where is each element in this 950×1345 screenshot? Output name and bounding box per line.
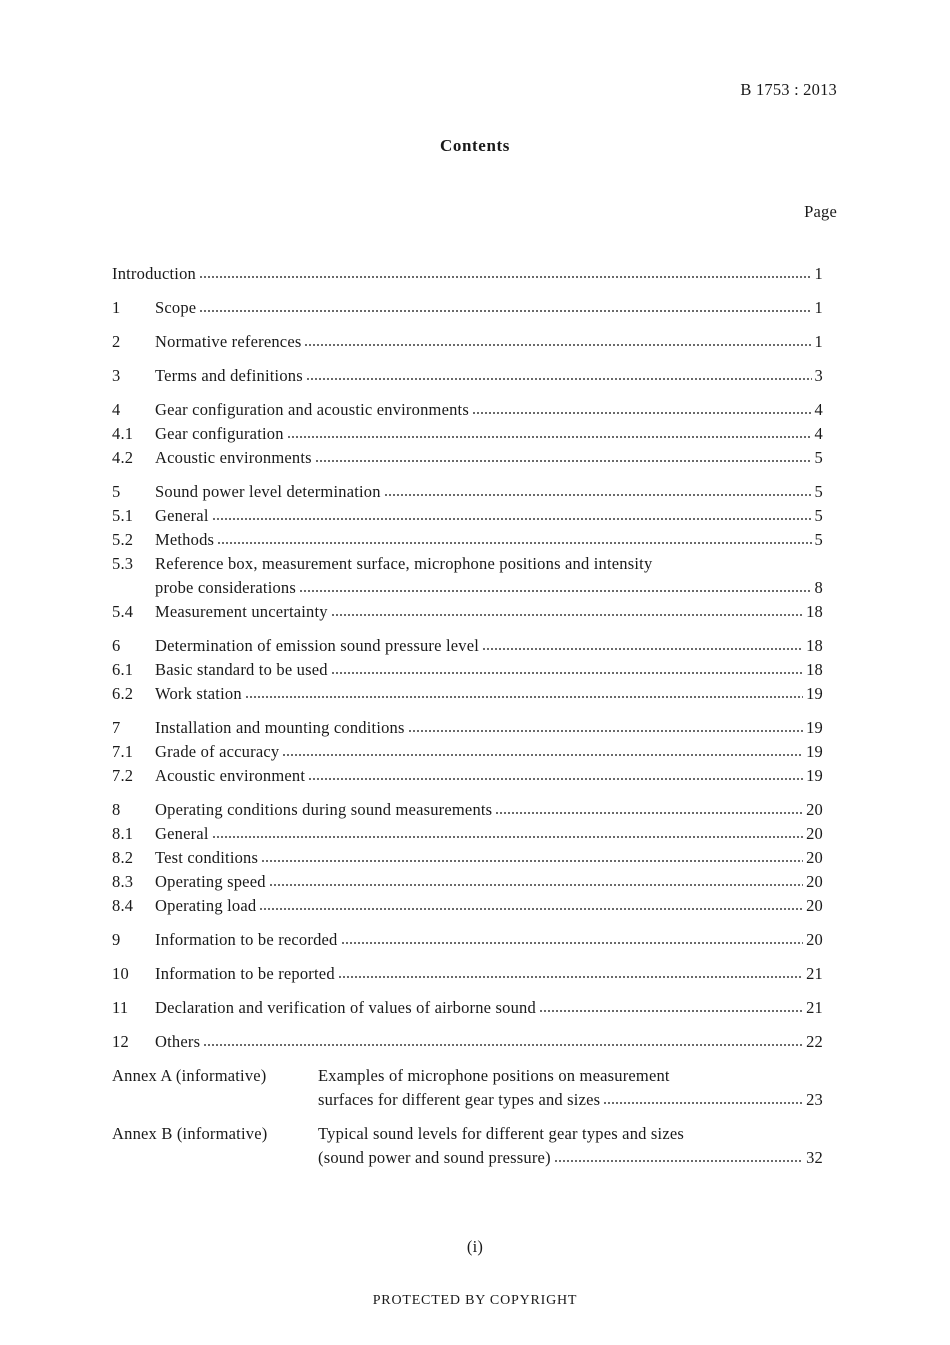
toc-number: 8.1 [112,824,134,843]
dot-leader [408,721,803,733]
toc-title: Gear configuration [155,424,284,443]
toc-page: 20 [806,896,823,915]
toc-page: 20 [806,872,823,891]
toc-entry-continuation[interactable] [112,576,823,600]
toc-entry[interactable] [112,894,823,918]
annex-entry[interactable] [112,1122,823,1146]
toc-title: Installation and mounting conditions [155,718,405,737]
toc-number: 4.1 [112,424,134,443]
toc-number: 6.1 [112,660,134,679]
toc-page: 20 [806,824,823,843]
dot-leader [245,687,803,699]
toc-title: Operating load [155,896,257,915]
toc-number: 7 [112,718,121,737]
dot-leader [384,485,812,497]
annex-entry-continuation[interactable] [112,1088,823,1112]
toc-number: 7.2 [112,766,134,785]
toc-title: probe considerations [155,578,297,597]
toc-entry[interactable] [112,798,823,822]
dot-leader [199,267,812,279]
dot-leader [315,451,812,463]
toc-title: Operating speed [155,872,266,891]
toc-title: Acoustic environments [155,448,312,467]
toc-entry[interactable] [112,716,823,740]
toc-title: Test conditions [155,848,259,867]
dot-leader [212,509,812,521]
dot-leader [287,427,812,439]
toc-entry[interactable] [112,928,823,952]
annex-entry[interactable] [112,1064,823,1088]
toc-number: 7.1 [112,742,134,761]
dot-leader [203,1035,803,1047]
toc-page: 20 [806,930,823,949]
toc-entry[interactable] [112,446,823,470]
dot-leader [306,369,812,381]
toc-title: General [155,506,209,525]
toc-entry[interactable] [112,740,823,764]
dot-leader [259,899,803,911]
toc-number: 6.2 [112,684,134,703]
toc-page: 5 [814,530,823,549]
toc-page: 19 [806,684,823,703]
dot-leader [212,827,803,839]
toc-number: 10 [112,964,129,983]
toc-page: 20 [806,800,823,819]
toc-title: Methods [155,530,215,549]
dot-leader [299,581,812,593]
toc-entry[interactable] [112,296,823,320]
dot-leader [269,875,803,887]
toc-entry[interactable] [112,330,823,354]
annex-label: Annex A (informative) [112,1066,267,1085]
toc-title: Reference box, measurement surface, microphone positions and intensity [155,554,653,573]
toc-number: 1 [112,298,121,317]
page-column-label: Page [804,202,837,221]
toc-page: 8 [814,578,823,597]
toc-entry[interactable] [112,764,823,788]
toc-title: Information to be reported [155,964,335,983]
toc-entry[interactable] [112,600,823,624]
toc-number: 5 [112,482,121,501]
toc-title: Measurement uncertainty [155,602,328,621]
toc-entry[interactable] [112,996,823,1020]
toc-page: 18 [806,602,823,621]
dot-leader [603,1093,803,1105]
annex-page: 32 [806,1148,823,1167]
toc-number: 5.2 [112,530,134,549]
toc-page: 22 [806,1032,823,1051]
toc-title: Basic standard to be used [155,660,328,679]
toc-entry[interactable] [112,364,823,388]
annex-title: (sound power and sound pressure) [318,1148,551,1167]
toc-title: Operating conditions during sound measurements [155,800,493,819]
toc-title: Gear configuration and acoustic environments [155,400,469,419]
toc-title: Work station [155,684,242,703]
dot-leader [261,851,803,863]
toc-entry[interactable] [112,552,823,576]
toc-title: Determination of emission sound pressure level [155,636,480,655]
page-number: (i) [466,1237,484,1256]
dot-leader [217,533,811,545]
dot-leader [341,933,804,945]
toc-page: 1 [814,332,823,351]
page-title: Contents [440,136,510,155]
dot-leader [282,745,803,757]
toc-page: 5 [814,506,823,525]
dot-leader [331,605,803,617]
toc-number: 6 [112,636,121,655]
toc-page: 5 [814,482,823,501]
toc-page: 20 [806,848,823,867]
toc-number: 8.2 [112,848,134,867]
dot-leader [331,663,803,675]
annex-entry-continuation[interactable] [112,1146,823,1170]
toc-entry[interactable] [112,822,823,846]
toc-title: Grade of accuracy [155,742,280,761]
dot-leader [554,1151,803,1163]
toc-number: 8 [112,800,121,819]
toc-entry[interactable] [112,398,823,422]
toc-number: 5.3 [112,554,134,573]
toc-entry[interactable] [112,658,823,682]
toc-page: 18 [806,636,823,655]
toc-title: General [155,824,209,843]
toc-entry[interactable] [112,422,823,446]
annex-title: surfaces for different gear types and sizes [318,1090,601,1109]
dot-leader [482,639,803,651]
toc-number: 2 [112,332,121,351]
toc-title: Sound power level determination [155,482,381,501]
toc-number: 12 [112,1032,129,1051]
toc-title: Scope [155,298,197,317]
dot-leader [199,301,811,313]
dot-leader [472,403,812,415]
toc-page: 1 [814,298,823,317]
toc-entry[interactable] [112,634,823,658]
toc-number: 4.2 [112,448,134,467]
toc-number: 4 [112,400,121,419]
toc-entry[interactable] [112,262,823,286]
toc-title: Introduction [112,264,196,283]
annex-title: Typical sound levels for different gear types and sizes [318,1124,685,1143]
toc-page: 19 [806,742,823,761]
toc-entry[interactable] [112,846,823,870]
toc-number: 11 [112,998,129,1017]
toc-page: 19 [806,766,823,785]
toc-number: 5.1 [112,506,134,525]
toc-entry[interactable] [112,870,823,894]
toc-page: 1 [814,264,823,283]
toc-title: Acoustic environment [155,766,306,785]
dot-leader [308,769,803,781]
dot-leader [338,967,803,979]
toc-entry[interactable] [112,504,823,528]
copyright-notice: PROTECTED BY COPYRIGHT [372,1293,578,1308]
toc-title: Terms and definitions [155,366,303,385]
toc-entry[interactable] [112,962,823,986]
table-of-contents [112,262,823,1170]
toc-title: Declaration and verification of values of airborne sound [155,998,536,1017]
toc-page: 5 [814,448,823,467]
annex-label: Annex B (informative) [112,1124,268,1143]
annex-page: 23 [806,1090,823,1109]
toc-page: 4 [814,424,823,443]
toc-entry[interactable] [112,528,823,552]
toc-page: 18 [806,660,823,679]
toc-number: 9 [112,930,121,949]
toc-title: Others [155,1032,201,1051]
annex-title: Examples of microphone positions on measurement [318,1066,670,1085]
toc-page: 21 [806,964,823,983]
dot-leader [304,335,811,347]
toc-entry[interactable] [112,682,823,706]
standard-number: B 1753 : 2013 [740,80,837,99]
toc-title: Information to be recorded [155,930,338,949]
toc-number: 8.3 [112,872,134,891]
dot-leader [539,1001,803,1013]
toc-number: 3 [112,366,121,385]
toc-entry[interactable] [112,1030,823,1054]
toc-page: 19 [806,718,823,737]
toc-number: 8.4 [112,896,134,915]
dot-leader [495,803,803,815]
toc-entry[interactable] [112,480,823,504]
toc-page: 21 [806,998,823,1017]
toc-page: 3 [814,366,823,385]
toc-page: 4 [814,400,823,419]
toc-number: 5.4 [112,602,134,621]
toc-title: Normative references [155,332,302,351]
